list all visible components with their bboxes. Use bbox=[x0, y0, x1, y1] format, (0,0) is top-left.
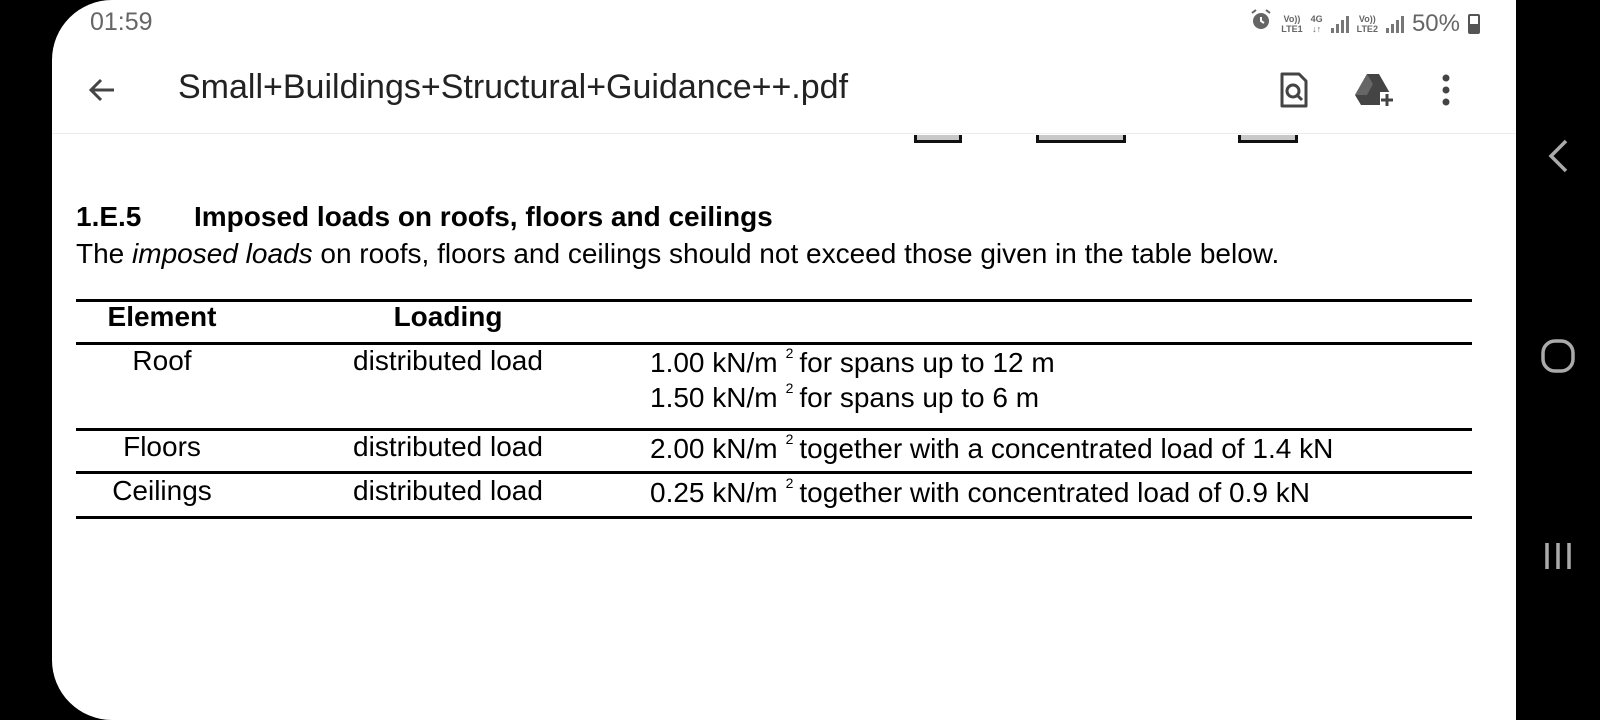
signal-icon bbox=[1386, 15, 1404, 33]
sim1-indicator: Vo)) LTE1 bbox=[1281, 13, 1303, 34]
status-time: 01:59 bbox=[90, 8, 153, 36]
pdf-page[interactable] bbox=[52, 135, 1516, 720]
more-vert-icon bbox=[1440, 72, 1452, 108]
network-type: 4G ↓↑ bbox=[1310, 13, 1323, 34]
cell-element: Ceilings bbox=[112, 475, 212, 506]
cell-value: 1.00 kN/m $^2$ for spans up to 12 m bbox=[650, 345, 1055, 378]
section-title: Imposed loads on roofs, floors and ceilings bbox=[194, 201, 773, 232]
table-rule bbox=[76, 516, 1472, 519]
sim2-indicator: Vo)) LTE2 bbox=[1356, 13, 1378, 34]
cell-element: Floors bbox=[123, 431, 201, 462]
drive-add-icon bbox=[1354, 72, 1394, 108]
cell-loading: distributed load bbox=[353, 475, 543, 506]
search-document-button[interactable] bbox=[1268, 64, 1320, 116]
system-navigation-bar bbox=[1516, 0, 1600, 720]
chevron-left-icon bbox=[1546, 138, 1570, 174]
section-intro: The imposed loads on roofs, floors and ceilings should not exceed those given in the table below. bbox=[76, 238, 1280, 269]
home-icon bbox=[1540, 338, 1576, 374]
cell-element: Roof bbox=[132, 345, 192, 376]
status-bar bbox=[52, 0, 1516, 46]
section-number: 1.E.5 bbox=[76, 201, 142, 232]
status-icons bbox=[1249, 8, 1480, 39]
arrow-back-icon bbox=[86, 74, 118, 106]
find-in-page-icon bbox=[1279, 72, 1309, 108]
signal-icon bbox=[1331, 15, 1349, 33]
nav-recents-button[interactable] bbox=[1528, 526, 1588, 586]
cell-loading: distributed load bbox=[353, 345, 543, 376]
figure-fragment bbox=[914, 135, 962, 143]
battery-icon bbox=[1468, 14, 1480, 34]
add-to-drive-button[interactable] bbox=[1348, 64, 1400, 116]
header-element: Element bbox=[107, 301, 217, 332]
figure-fragment bbox=[1238, 135, 1298, 143]
app-bar bbox=[52, 46, 1516, 134]
nav-back-button[interactable] bbox=[1528, 126, 1588, 186]
back-button[interactable] bbox=[78, 66, 126, 114]
header-loading: Loading bbox=[393, 301, 503, 332]
alarm-icon bbox=[1249, 8, 1273, 39]
cell-loading: distributed load bbox=[353, 431, 543, 462]
more-options-button[interactable] bbox=[1420, 64, 1472, 116]
nav-home-button[interactable] bbox=[1528, 326, 1588, 386]
figure-fragment bbox=[1036, 135, 1126, 143]
cell-value: 0.25 kN/m $^2$ together with concentrated load of 0.9 kN bbox=[650, 475, 1310, 508]
table-rule bbox=[76, 471, 1472, 474]
phone-screen bbox=[52, 0, 1516, 720]
section-heading bbox=[76, 201, 773, 233]
cell-value: 2.00 kN/m $^2$ together with a concentrated load of 1.4 kN bbox=[650, 431, 1334, 464]
document-title: Small+Buildings+Structural+Guidance++.pdf bbox=[178, 68, 849, 106]
table-rule bbox=[76, 299, 1472, 302]
battery-percent: 50% bbox=[1411, 9, 1460, 37]
recents-icon bbox=[1542, 540, 1574, 572]
cell-value: 1.50 kN/m $^2$ for spans up to 6 m bbox=[650, 380, 1040, 413]
